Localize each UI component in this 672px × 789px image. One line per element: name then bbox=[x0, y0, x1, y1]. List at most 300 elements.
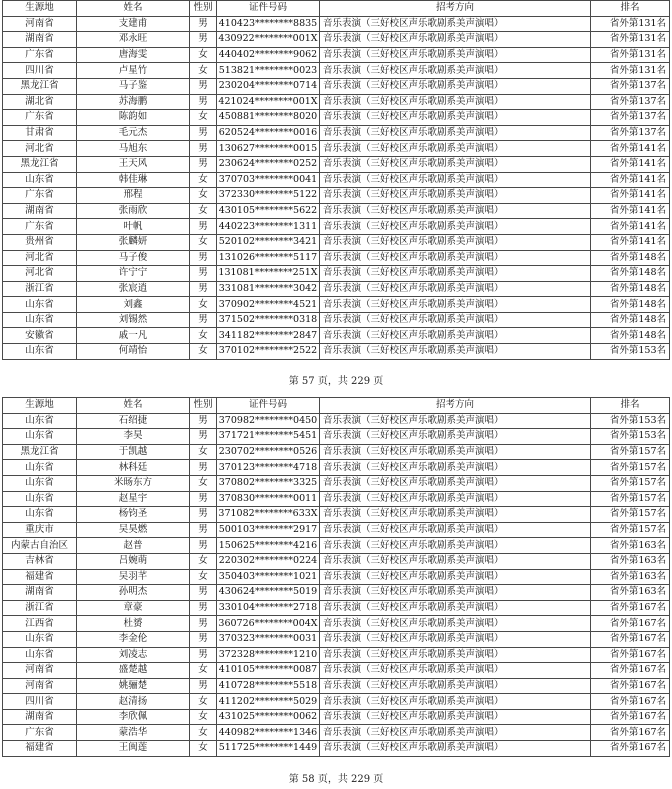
direction-cell: 音乐表演（三好校区声乐歌剧系美声演唱） bbox=[320, 141, 591, 157]
gender-cell: 女 bbox=[190, 297, 217, 313]
gender-cell: 男 bbox=[190, 616, 217, 632]
origin-cell: 吉林省 bbox=[3, 553, 77, 569]
origin-cell: 山东省 bbox=[3, 312, 77, 328]
gender-cell: 男 bbox=[190, 585, 217, 601]
origin-cell: 甘肃省 bbox=[3, 125, 77, 141]
origin-cell: 湖北省 bbox=[3, 94, 77, 110]
rank-cell: 省外第157名 bbox=[591, 460, 670, 476]
direction-cell: 音乐表演（三好校区声乐歌剧系美声演唱） bbox=[320, 63, 591, 79]
gender-cell: 女 bbox=[190, 328, 217, 344]
origin-cell: 广东省 bbox=[3, 47, 77, 63]
name-cell: 王闽莲 bbox=[77, 741, 190, 757]
origin-cell: 山东省 bbox=[3, 344, 77, 360]
id-number-cell: 511725********1449 bbox=[217, 741, 320, 757]
table-row bbox=[3, 616, 670, 632]
id-number-cell: 440982********1346 bbox=[217, 725, 320, 741]
header-origin: 生源地 bbox=[3, 398, 77, 414]
direction-cell: 音乐表演（三好校区声乐歌剧系美声演唱） bbox=[320, 234, 591, 250]
name-cell: 米旸东方 bbox=[77, 475, 190, 491]
origin-cell: 黑龙江省 bbox=[3, 78, 77, 94]
name-cell: 叶帆 bbox=[77, 219, 190, 235]
name-cell: 赵普 bbox=[77, 538, 190, 554]
origin-cell: 江西省 bbox=[3, 616, 77, 632]
gender-cell: 男 bbox=[190, 141, 217, 157]
table-row bbox=[3, 741, 670, 757]
origin-cell: 四川省 bbox=[3, 63, 77, 79]
id-number-cell: 370703********0041 bbox=[217, 172, 320, 188]
rank-cell: 省外第167名 bbox=[591, 694, 670, 710]
gender-cell: 男 bbox=[190, 266, 217, 282]
table-row bbox=[3, 203, 670, 219]
direction-cell: 音乐表演（三好校区声乐歌剧系美声演唱） bbox=[320, 475, 591, 491]
table-row bbox=[3, 694, 670, 710]
gender-cell: 女 bbox=[190, 444, 217, 460]
header-direction: 招考方向 bbox=[320, 398, 591, 414]
direction-cell: 音乐表演（三好校区声乐歌剧系美声演唱） bbox=[320, 600, 591, 616]
name-cell: 刘鑫 bbox=[77, 297, 190, 313]
direction-cell: 音乐表演（三好校区声乐歌剧系美声演唱） bbox=[320, 328, 591, 344]
rank-cell: 省外第148名 bbox=[591, 250, 670, 266]
name-cell: 姚骊楚 bbox=[77, 678, 190, 694]
rank-cell: 省外第167名 bbox=[591, 616, 670, 632]
rank-cell: 省外第153名 bbox=[591, 344, 670, 360]
id-number-cell: 331081********3042 bbox=[217, 281, 320, 297]
id-number-cell: 410105********0087 bbox=[217, 663, 320, 679]
id-number-cell: 371082********633X bbox=[217, 507, 320, 523]
table-header-row bbox=[3, 398, 670, 414]
rank-cell: 省外第157名 bbox=[591, 507, 670, 523]
ranking-table-page-57 bbox=[2, 0, 670, 360]
gender-cell: 男 bbox=[190, 250, 217, 266]
gender-cell: 男 bbox=[190, 538, 217, 554]
direction-cell: 音乐表演（三好校区声乐歌剧系美声演唱） bbox=[320, 585, 591, 601]
origin-cell: 河北省 bbox=[3, 266, 77, 282]
rank-cell: 省外第153名 bbox=[591, 429, 670, 445]
rank-cell: 省外第141名 bbox=[591, 172, 670, 188]
origin-cell: 广东省 bbox=[3, 110, 77, 126]
origin-cell: 湖南省 bbox=[3, 203, 77, 219]
table-row bbox=[3, 538, 670, 554]
table-row bbox=[3, 16, 670, 32]
name-cell: 马子鉴 bbox=[77, 78, 190, 94]
name-cell: 于凯越 bbox=[77, 444, 190, 460]
gender-cell: 男 bbox=[190, 94, 217, 110]
table-row bbox=[3, 328, 670, 344]
name-cell: 盛楚越 bbox=[77, 663, 190, 679]
name-cell: 卢星竹 bbox=[77, 63, 190, 79]
direction-cell: 音乐表演（三好校区声乐歌剧系美声演唱） bbox=[320, 78, 591, 94]
header-gender: 性别 bbox=[190, 398, 217, 414]
gender-cell: 女 bbox=[190, 741, 217, 757]
direction-cell: 音乐表演（三好校区声乐歌剧系美声演唱） bbox=[320, 110, 591, 126]
direction-cell: 音乐表演（三好校区声乐歌剧系美声演唱） bbox=[320, 507, 591, 523]
id-number-cell: 330104********2718 bbox=[217, 600, 320, 616]
id-number-cell: 410423********8835 bbox=[217, 16, 320, 32]
table-row bbox=[3, 413, 670, 429]
direction-cell: 音乐表演（三好校区声乐歌剧系美声演唱） bbox=[320, 616, 591, 632]
id-number-cell: 350403********1021 bbox=[217, 569, 320, 585]
origin-cell: 广东省 bbox=[3, 219, 77, 235]
table-row bbox=[3, 94, 670, 110]
id-number-cell: 500103********2917 bbox=[217, 522, 320, 538]
rank-cell: 省外第167名 bbox=[591, 709, 670, 725]
header-id-number: 证件号码 bbox=[217, 1, 320, 17]
origin-cell: 山东省 bbox=[3, 507, 77, 523]
rank-cell: 省外第131名 bbox=[591, 32, 670, 48]
name-cell: 杜赟 bbox=[77, 616, 190, 632]
origin-cell: 湖南省 bbox=[3, 32, 77, 48]
direction-cell: 音乐表演（三好校区声乐歌剧系美声演唱） bbox=[320, 94, 591, 110]
origin-cell: 山东省 bbox=[3, 429, 77, 445]
rank-cell: 省外第137名 bbox=[591, 94, 670, 110]
rank-cell: 省外第141名 bbox=[591, 156, 670, 172]
rank-cell: 省外第141名 bbox=[591, 219, 670, 235]
direction-cell: 音乐表演（三好校区声乐歌剧系美声演唱） bbox=[320, 413, 591, 429]
direction-cell: 音乐表演（三好校区声乐歌剧系美声演唱） bbox=[320, 631, 591, 647]
name-cell: 马旭东 bbox=[77, 141, 190, 157]
direction-cell: 音乐表演（三好校区声乐歌剧系美声演唱） bbox=[320, 16, 591, 32]
rank-cell: 省外第163名 bbox=[591, 553, 670, 569]
name-cell: 石绍捷 bbox=[77, 413, 190, 429]
origin-cell: 河南省 bbox=[3, 678, 77, 694]
origin-cell: 浙江省 bbox=[3, 600, 77, 616]
name-cell: 唐海雯 bbox=[77, 47, 190, 63]
direction-cell: 音乐表演（三好校区声乐歌剧系美声演唱） bbox=[320, 156, 591, 172]
name-cell: 戚一凡 bbox=[77, 328, 190, 344]
rank-cell: 省外第137名 bbox=[591, 78, 670, 94]
id-number-cell: 370323********0031 bbox=[217, 631, 320, 647]
name-cell: 何靖怡 bbox=[77, 344, 190, 360]
table-row bbox=[3, 78, 670, 94]
gender-cell: 男 bbox=[190, 507, 217, 523]
id-number-cell: 430624********5019 bbox=[217, 585, 320, 601]
direction-cell: 音乐表演（三好校区声乐歌剧系美声演唱） bbox=[320, 741, 591, 757]
gender-cell: 男 bbox=[190, 219, 217, 235]
origin-cell: 河南省 bbox=[3, 16, 77, 32]
gender-cell: 男 bbox=[190, 32, 217, 48]
name-cell: 吕婉萌 bbox=[77, 553, 190, 569]
origin-cell: 广东省 bbox=[3, 725, 77, 741]
name-cell: 苏海鹏 bbox=[77, 94, 190, 110]
name-cell: 章豪 bbox=[77, 600, 190, 616]
gender-cell: 女 bbox=[190, 63, 217, 79]
rank-cell: 省外第163名 bbox=[591, 569, 670, 585]
gender-cell: 女 bbox=[190, 188, 217, 204]
rank-cell: 省外第167名 bbox=[591, 600, 670, 616]
id-number-cell: 360726********004X bbox=[217, 616, 320, 632]
id-number-cell: 513821********0023 bbox=[217, 63, 320, 79]
header-name: 姓名 bbox=[77, 1, 190, 17]
table-row bbox=[3, 725, 670, 741]
origin-cell: 河北省 bbox=[3, 250, 77, 266]
table-row bbox=[3, 172, 670, 188]
gender-cell: 男 bbox=[190, 429, 217, 445]
direction-cell: 音乐表演（三好校区声乐歌剧系美声演唱） bbox=[320, 250, 591, 266]
id-number-cell: 150625********4216 bbox=[217, 538, 320, 554]
table-row bbox=[3, 444, 670, 460]
rank-cell: 省外第148名 bbox=[591, 266, 670, 282]
direction-cell: 音乐表演（三好校区声乐歌剧系美声演唱） bbox=[320, 491, 591, 507]
id-number-cell: 131081********251X bbox=[217, 266, 320, 282]
rank-cell: 省外第167名 bbox=[591, 631, 670, 647]
table-row bbox=[3, 709, 670, 725]
rank-cell: 省外第141名 bbox=[591, 188, 670, 204]
name-cell: 林科廷 bbox=[77, 460, 190, 476]
gender-cell: 女 bbox=[190, 694, 217, 710]
table-row bbox=[3, 507, 670, 523]
gender-cell: 男 bbox=[190, 78, 217, 94]
origin-cell: 浙江省 bbox=[3, 281, 77, 297]
table-row bbox=[3, 266, 670, 282]
table-row bbox=[3, 219, 670, 235]
rank-cell: 省外第167名 bbox=[591, 678, 670, 694]
direction-cell: 音乐表演（三好校区声乐歌剧系美声演唱） bbox=[320, 344, 591, 360]
gender-cell: 男 bbox=[190, 413, 217, 429]
header-direction: 招考方向 bbox=[320, 1, 591, 17]
id-number-cell: 450881********8020 bbox=[217, 110, 320, 126]
gender-cell: 男 bbox=[190, 522, 217, 538]
origin-cell: 湖南省 bbox=[3, 709, 77, 725]
rank-cell: 省外第157名 bbox=[591, 491, 670, 507]
origin-cell: 河南省 bbox=[3, 663, 77, 679]
direction-cell: 音乐表演（三好校区声乐歌剧系美声演唱） bbox=[320, 219, 591, 235]
gender-cell: 男 bbox=[190, 156, 217, 172]
ranking-table-page-58 bbox=[2, 397, 670, 757]
id-number-cell: 230204********0714 bbox=[217, 78, 320, 94]
table-row bbox=[3, 647, 670, 663]
origin-cell: 安徽省 bbox=[3, 328, 77, 344]
gender-cell: 男 bbox=[190, 647, 217, 663]
id-number-cell: 421024********001X bbox=[217, 94, 320, 110]
gender-cell: 女 bbox=[190, 663, 217, 679]
direction-cell: 音乐表演（三好校区声乐歌剧系美声演唱） bbox=[320, 203, 591, 219]
rank-cell: 省外第131名 bbox=[591, 16, 670, 32]
id-number-cell: 230624********0252 bbox=[217, 156, 320, 172]
gender-cell: 男 bbox=[190, 312, 217, 328]
gender-cell: 男 bbox=[190, 678, 217, 694]
direction-cell: 音乐表演（三好校区声乐歌剧系美声演唱） bbox=[320, 297, 591, 313]
id-number-cell: 220302********0224 bbox=[217, 553, 320, 569]
gender-cell: 男 bbox=[190, 460, 217, 476]
origin-cell: 贵州省 bbox=[3, 234, 77, 250]
table-row bbox=[3, 156, 670, 172]
table-row bbox=[3, 297, 670, 313]
name-cell: 吴羽芊 bbox=[77, 569, 190, 585]
rank-cell: 省外第131名 bbox=[591, 63, 670, 79]
gender-cell: 女 bbox=[190, 725, 217, 741]
name-cell: 张雨欣 bbox=[77, 203, 190, 219]
id-number-cell: 430105********5622 bbox=[217, 203, 320, 219]
origin-cell: 黑龙江省 bbox=[3, 156, 77, 172]
gender-cell: 男 bbox=[190, 125, 217, 141]
name-cell: 许宁宁 bbox=[77, 266, 190, 282]
rank-cell: 省外第141名 bbox=[591, 203, 670, 219]
table-row bbox=[3, 344, 670, 360]
id-number-cell: 370123********4718 bbox=[217, 460, 320, 476]
table-row bbox=[3, 522, 670, 538]
table-row bbox=[3, 63, 670, 79]
table-row bbox=[3, 312, 670, 328]
name-cell: 刘凌志 bbox=[77, 647, 190, 663]
name-cell: 张宸逍 bbox=[77, 281, 190, 297]
gender-cell: 女 bbox=[190, 234, 217, 250]
name-cell: 吴昊燃 bbox=[77, 522, 190, 538]
table-row bbox=[3, 569, 670, 585]
direction-cell: 音乐表演（三好校区声乐歌剧系美声演唱） bbox=[320, 569, 591, 585]
name-cell: 韩佳琳 bbox=[77, 172, 190, 188]
direction-cell: 音乐表演（三好校区声乐歌剧系美声演唱） bbox=[320, 663, 591, 679]
id-number-cell: 520102********3421 bbox=[217, 234, 320, 250]
direction-cell: 音乐表演（三好校区声乐歌剧系美声演唱） bbox=[320, 125, 591, 141]
rank-cell: 省外第148名 bbox=[591, 328, 670, 344]
id-number-cell: 130627********0015 bbox=[217, 141, 320, 157]
name-cell: 邢程 bbox=[77, 188, 190, 204]
direction-cell: 音乐表演（三好校区声乐歌剧系美声演唱） bbox=[320, 553, 591, 569]
table-body bbox=[3, 16, 670, 359]
table-row bbox=[3, 678, 670, 694]
header-rank: 排名 bbox=[591, 1, 670, 17]
id-number-cell: 370102********2522 bbox=[217, 344, 320, 360]
table-row bbox=[3, 125, 670, 141]
table-row bbox=[3, 475, 670, 491]
name-cell: 李欣佩 bbox=[77, 709, 190, 725]
rank-cell: 省外第167名 bbox=[591, 647, 670, 663]
page-footer-57: 第 57 页，共 229 页 bbox=[288, 376, 384, 387]
gender-cell: 女 bbox=[190, 344, 217, 360]
origin-cell: 重庆市 bbox=[3, 522, 77, 538]
id-number-cell: 372330********5122 bbox=[217, 188, 320, 204]
direction-cell: 音乐表演（三好校区声乐歌剧系美声演唱） bbox=[320, 538, 591, 554]
name-cell: 蒙浩华 bbox=[77, 725, 190, 741]
table-row bbox=[3, 250, 670, 266]
direction-cell: 音乐表演（三好校区声乐歌剧系美声演唱） bbox=[320, 522, 591, 538]
gender-cell: 女 bbox=[190, 110, 217, 126]
page-footer-58: 第 58 页，共 229 页 bbox=[288, 774, 384, 785]
origin-cell: 山东省 bbox=[3, 460, 77, 476]
name-cell: 赵星宇 bbox=[77, 491, 190, 507]
origin-cell: 山东省 bbox=[3, 491, 77, 507]
id-number-cell: 131026********5117 bbox=[217, 250, 320, 266]
gender-cell: 女 bbox=[190, 47, 217, 63]
origin-cell: 四川省 bbox=[3, 694, 77, 710]
rank-cell: 省外第163名 bbox=[591, 585, 670, 601]
id-number-cell: 370830********0011 bbox=[217, 491, 320, 507]
origin-cell: 内蒙古自治区 bbox=[3, 538, 77, 554]
gender-cell: 女 bbox=[190, 203, 217, 219]
direction-cell: 音乐表演（三好校区声乐歌剧系美声演唱） bbox=[320, 444, 591, 460]
rank-cell: 省外第148名 bbox=[591, 312, 670, 328]
rank-cell: 省外第137名 bbox=[591, 125, 670, 141]
rank-cell: 省外第157名 bbox=[591, 522, 670, 538]
page-58-block bbox=[0, 397, 672, 757]
table-row bbox=[3, 585, 670, 601]
origin-cell: 福建省 bbox=[3, 741, 77, 757]
gender-cell: 男 bbox=[190, 631, 217, 647]
table-row bbox=[3, 110, 670, 126]
id-number-cell: 370802********3325 bbox=[217, 475, 320, 491]
direction-cell: 音乐表演（三好校区声乐歌剧系美声演唱） bbox=[320, 281, 591, 297]
name-cell: 孙明杰 bbox=[77, 585, 190, 601]
rank-cell: 省外第157名 bbox=[591, 475, 670, 491]
direction-cell: 音乐表演（三好校区声乐歌剧系美声演唱） bbox=[320, 47, 591, 63]
id-number-cell: 430922********001X bbox=[217, 32, 320, 48]
header-rank: 排名 bbox=[591, 398, 670, 414]
id-number-cell: 620524********0016 bbox=[217, 125, 320, 141]
direction-cell: 音乐表演（三好校区声乐歌剧系美声演唱） bbox=[320, 188, 591, 204]
table-row bbox=[3, 600, 670, 616]
origin-cell: 山东省 bbox=[3, 297, 77, 313]
gender-cell: 女 bbox=[190, 709, 217, 725]
header-origin: 生源地 bbox=[3, 1, 77, 17]
origin-cell: 湖南省 bbox=[3, 585, 77, 601]
table-body bbox=[3, 413, 670, 756]
rank-cell: 省外第157名 bbox=[591, 444, 670, 460]
direction-cell: 音乐表演（三好校区声乐歌剧系美声演唱） bbox=[320, 172, 591, 188]
name-cell: 李昊 bbox=[77, 429, 190, 445]
gender-cell: 女 bbox=[190, 475, 217, 491]
table-row bbox=[3, 631, 670, 647]
table-row bbox=[3, 281, 670, 297]
name-cell: 李金伦 bbox=[77, 631, 190, 647]
origin-cell: 山东省 bbox=[3, 631, 77, 647]
gender-cell: 女 bbox=[190, 553, 217, 569]
name-cell: 杨钧圣 bbox=[77, 507, 190, 523]
rank-cell: 省外第137名 bbox=[591, 110, 670, 126]
name-cell: 邓永旺 bbox=[77, 32, 190, 48]
name-cell: 陈韵如 bbox=[77, 110, 190, 126]
gender-cell: 男 bbox=[190, 281, 217, 297]
name-cell: 马子俊 bbox=[77, 250, 190, 266]
direction-cell: 音乐表演（三好校区声乐歌剧系美声演唱） bbox=[320, 709, 591, 725]
header-name: 姓名 bbox=[77, 398, 190, 414]
id-number-cell: 372328********1210 bbox=[217, 647, 320, 663]
direction-cell: 音乐表演（三好校区声乐歌剧系美声演唱） bbox=[320, 312, 591, 328]
origin-cell: 山东省 bbox=[3, 172, 77, 188]
gender-cell: 男 bbox=[190, 16, 217, 32]
gender-cell: 男 bbox=[190, 491, 217, 507]
direction-cell: 音乐表演（三好校区声乐歌剧系美声演唱） bbox=[320, 32, 591, 48]
direction-cell: 音乐表演（三好校区声乐歌剧系美声演唱） bbox=[320, 647, 591, 663]
table-row bbox=[3, 460, 670, 476]
id-number-cell: 230702********0526 bbox=[217, 444, 320, 460]
gender-cell: 女 bbox=[190, 569, 217, 585]
gender-cell: 女 bbox=[190, 172, 217, 188]
name-cell: 赵清扬 bbox=[77, 694, 190, 710]
rank-cell: 省外第167名 bbox=[591, 663, 670, 679]
direction-cell: 音乐表演（三好校区声乐歌剧系美声演唱） bbox=[320, 678, 591, 694]
name-cell: 张麟妍 bbox=[77, 234, 190, 250]
id-number-cell: 411202********5029 bbox=[217, 694, 320, 710]
table-row bbox=[3, 188, 670, 204]
rank-cell: 省外第141名 bbox=[591, 141, 670, 157]
rank-cell: 省外第163名 bbox=[591, 538, 670, 554]
name-cell: 毛元杰 bbox=[77, 125, 190, 141]
origin-cell: 黑龙江省 bbox=[3, 444, 77, 460]
header-gender: 性别 bbox=[190, 1, 217, 17]
rank-cell: 省外第141名 bbox=[591, 234, 670, 250]
gender-cell: 男 bbox=[190, 600, 217, 616]
id-number-cell: 440402********9062 bbox=[217, 47, 320, 63]
origin-cell: 广东省 bbox=[3, 188, 77, 204]
id-number-cell: 440223********1311 bbox=[217, 219, 320, 235]
rank-cell: 省外第167名 bbox=[591, 741, 670, 757]
rank-cell: 省外第148名 bbox=[591, 281, 670, 297]
name-cell: 王天风 bbox=[77, 156, 190, 172]
id-number-cell: 370982********0450 bbox=[217, 413, 320, 429]
origin-cell: 山东省 bbox=[3, 413, 77, 429]
rank-cell: 省外第148名 bbox=[591, 297, 670, 313]
table-row bbox=[3, 663, 670, 679]
